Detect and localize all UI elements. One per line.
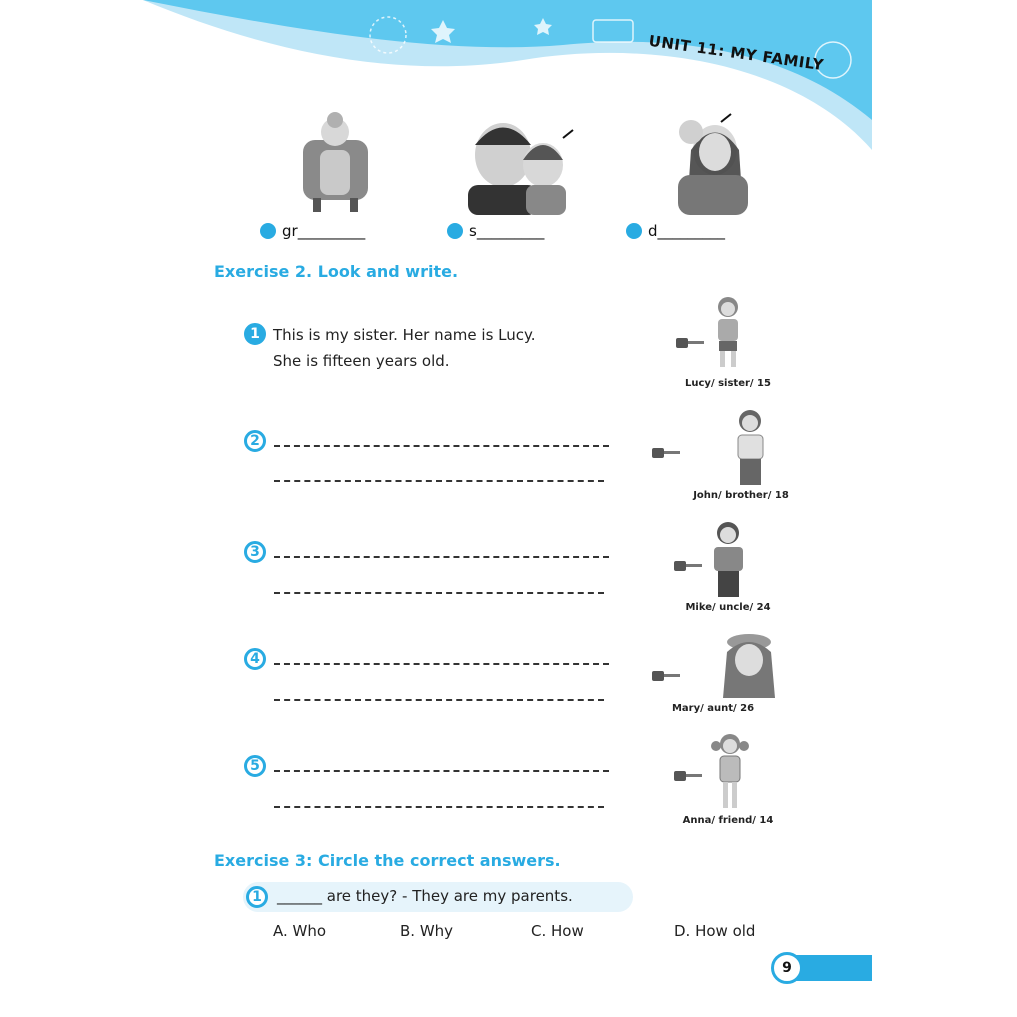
item-number-badge bbox=[260, 223, 276, 239]
answer-line[interactable] bbox=[274, 445, 609, 447]
answer-line[interactable] bbox=[274, 556, 609, 558]
mary-figure bbox=[721, 632, 777, 698]
option-d[interactable]: D. How old bbox=[674, 922, 756, 940]
pointing-hand-icon bbox=[676, 337, 704, 349]
lucy-figure bbox=[708, 295, 748, 370]
john-figure bbox=[728, 408, 773, 486]
page-number: 9 bbox=[771, 952, 803, 984]
answer-line[interactable] bbox=[274, 770, 609, 772]
anna-figure bbox=[706, 732, 754, 812]
option-b[interactable]: B. Why bbox=[400, 922, 454, 940]
pointing-hand-icon bbox=[652, 670, 680, 682]
pointing-hand-icon bbox=[674, 560, 702, 572]
workbook-page bbox=[143, 0, 872, 1017]
answer-line[interactable] bbox=[274, 806, 604, 808]
pointing-hand-icon bbox=[674, 770, 702, 782]
question-number-4: 4 bbox=[244, 648, 266, 670]
figure-caption: John/ brother/ 18 bbox=[693, 490, 789, 501]
example-sentence-1: This is my sister. Her name is Lucy. bbox=[273, 326, 536, 344]
item-number-badge bbox=[447, 223, 463, 239]
option-a[interactable]: A. Who bbox=[273, 922, 327, 940]
exercise3-title: Exercise 3: Circle the correct answers. bbox=[214, 851, 561, 870]
blank-answer-d[interactable]: d_________ bbox=[648, 222, 726, 240]
item-number-badge bbox=[626, 223, 642, 239]
question-text: ______ are they? - They are my parents. bbox=[277, 887, 573, 905]
figure-caption: Mary/ aunt/ 26 bbox=[671, 703, 755, 714]
father-son-picture bbox=[458, 110, 578, 215]
question-number-2: 2 bbox=[244, 430, 266, 452]
unit-title: UNIT 11: MY FAMILY bbox=[647, 31, 826, 75]
question-number-5: 5 bbox=[244, 755, 266, 777]
question-number-1: 1 bbox=[246, 886, 268, 908]
blank-answer-s[interactable]: s_________ bbox=[469, 222, 545, 240]
grandmother-picture bbox=[298, 110, 373, 215]
exercise1-item-7 bbox=[260, 222, 365, 240]
option-c[interactable]: C. How bbox=[531, 922, 584, 940]
answer-line[interactable] bbox=[274, 480, 604, 482]
answer-line[interactable] bbox=[274, 699, 604, 701]
blank-answer-gr[interactable]: gr_________ bbox=[282, 222, 366, 240]
exercise2-title: Exercise 2. Look and write. bbox=[214, 262, 459, 281]
answer-line[interactable] bbox=[274, 592, 604, 594]
answer-line[interactable] bbox=[274, 663, 609, 665]
exercise1-item-8 bbox=[447, 222, 544, 240]
mike-figure bbox=[706, 520, 751, 598]
pointing-hand-icon bbox=[652, 447, 680, 459]
figure-caption: Mike/ uncle/ 24 bbox=[685, 602, 771, 613]
question-number-3: 3 bbox=[244, 541, 266, 563]
question-number-1: 1 bbox=[244, 323, 266, 345]
exercise1-item-9 bbox=[626, 222, 725, 240]
figure-caption: Lucy/ sister/ 15 bbox=[685, 378, 771, 389]
figure-caption: Anna/ friend/ 14 bbox=[682, 815, 774, 826]
daughter-mother-picture bbox=[663, 110, 748, 215]
example-sentence-2: She is fifteen years old. bbox=[273, 352, 450, 370]
